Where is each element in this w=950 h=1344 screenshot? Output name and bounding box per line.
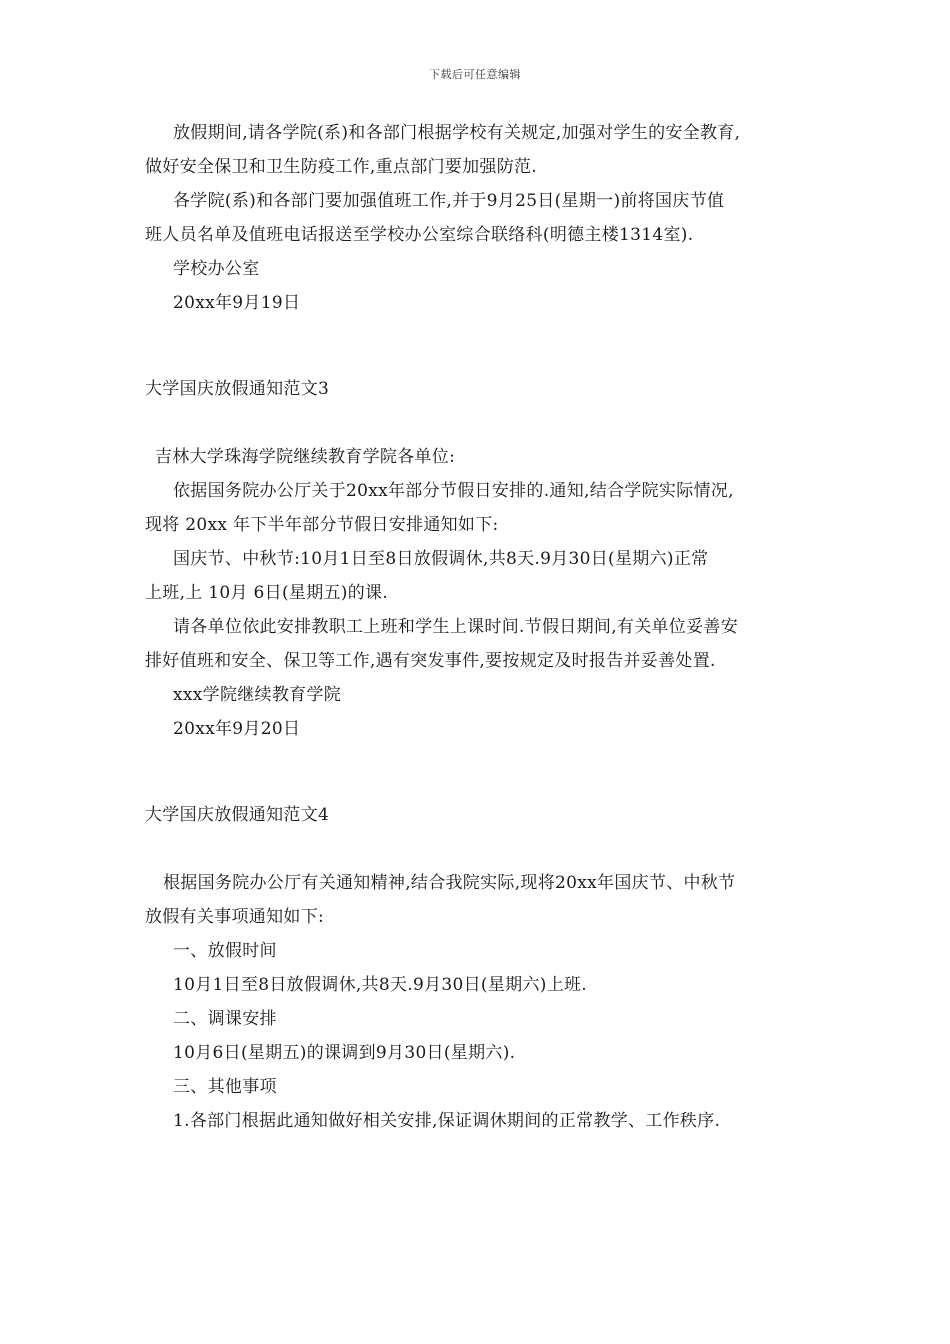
paragraph-line: 10月6日(星期五)的课调到9月30日(星期六). [173,1043,516,1063]
date: 20xx年9月19日 [173,293,301,313]
paragraph-line: 班人员名单及值班电话报送至学校办公室综合联络科(明德主楼1314室). [145,225,694,245]
section-title: 大学国庆放假通知范文3 [145,379,330,399]
paragraph-line: 上班,上 10月 6日(星期五)的课. [145,583,389,603]
paragraph-line: 各学院(系)和各部门要加强值班工作,并于9月25日(星期一)前将国庆节值 [173,191,725,211]
paragraph-line: 请各单位依此安排教职工上班和学生上课时间.节假日期间,有关单位妥善安 [173,617,739,637]
page-header-note: 下载后可任意编辑 [429,68,521,81]
subheading: 三、其他事项 [173,1077,277,1097]
paragraph-line: 放假有关事项通知如下: [145,907,325,927]
subheading: 二、调课安排 [173,1009,277,1029]
paragraph-line: 现将 20xx 年下半年部分节假日安排通知如下: [145,515,499,535]
paragraph-line: 根据国务院办公厅有关通知精神,结合我院实际,现将20xx年国庆节、中秋节 [163,873,736,893]
paragraph-line: 国庆节、中秋节:10月1日至8日放假调休,共8天.9月30日(星期六)正常 [173,549,709,569]
subheading: 一、放假时间 [173,941,277,961]
paragraph-line: 10月1日至8日放假调休,共8天.9月30日(星期六)上班. [173,975,588,995]
signature: xxx学院继续教育学院 [173,685,342,705]
list-item: 1.各部门根据此通知做好相关安排,保证调休期间的正常教学、工作秩序. [173,1111,721,1131]
document-body [145,116,815,1138]
paragraph-line: 做好安全保卫和卫生防疫工作,重点部门要加强防范. [145,157,538,177]
paragraph-line: 放假期间,请各学院(系)和各部门根据学校有关规定,加强对学生的安全教育, [173,123,741,143]
section-title: 大学国庆放假通知范文4 [145,805,330,825]
date: 20xx年9月20日 [173,719,301,739]
salutation: 吉林大学珠海学院继续教育学院各单位: [155,447,456,467]
signature: 学校办公室 [173,259,260,279]
paragraph-line: 排好值班和安全、保卫等工作,遇有突发事件,要按规定及时报告并妥善处置. [145,651,716,671]
paragraph-line: 依据国务院办公厅关于20xx年部分节假日安排的.通知,结合学院实际情况, [173,481,734,501]
